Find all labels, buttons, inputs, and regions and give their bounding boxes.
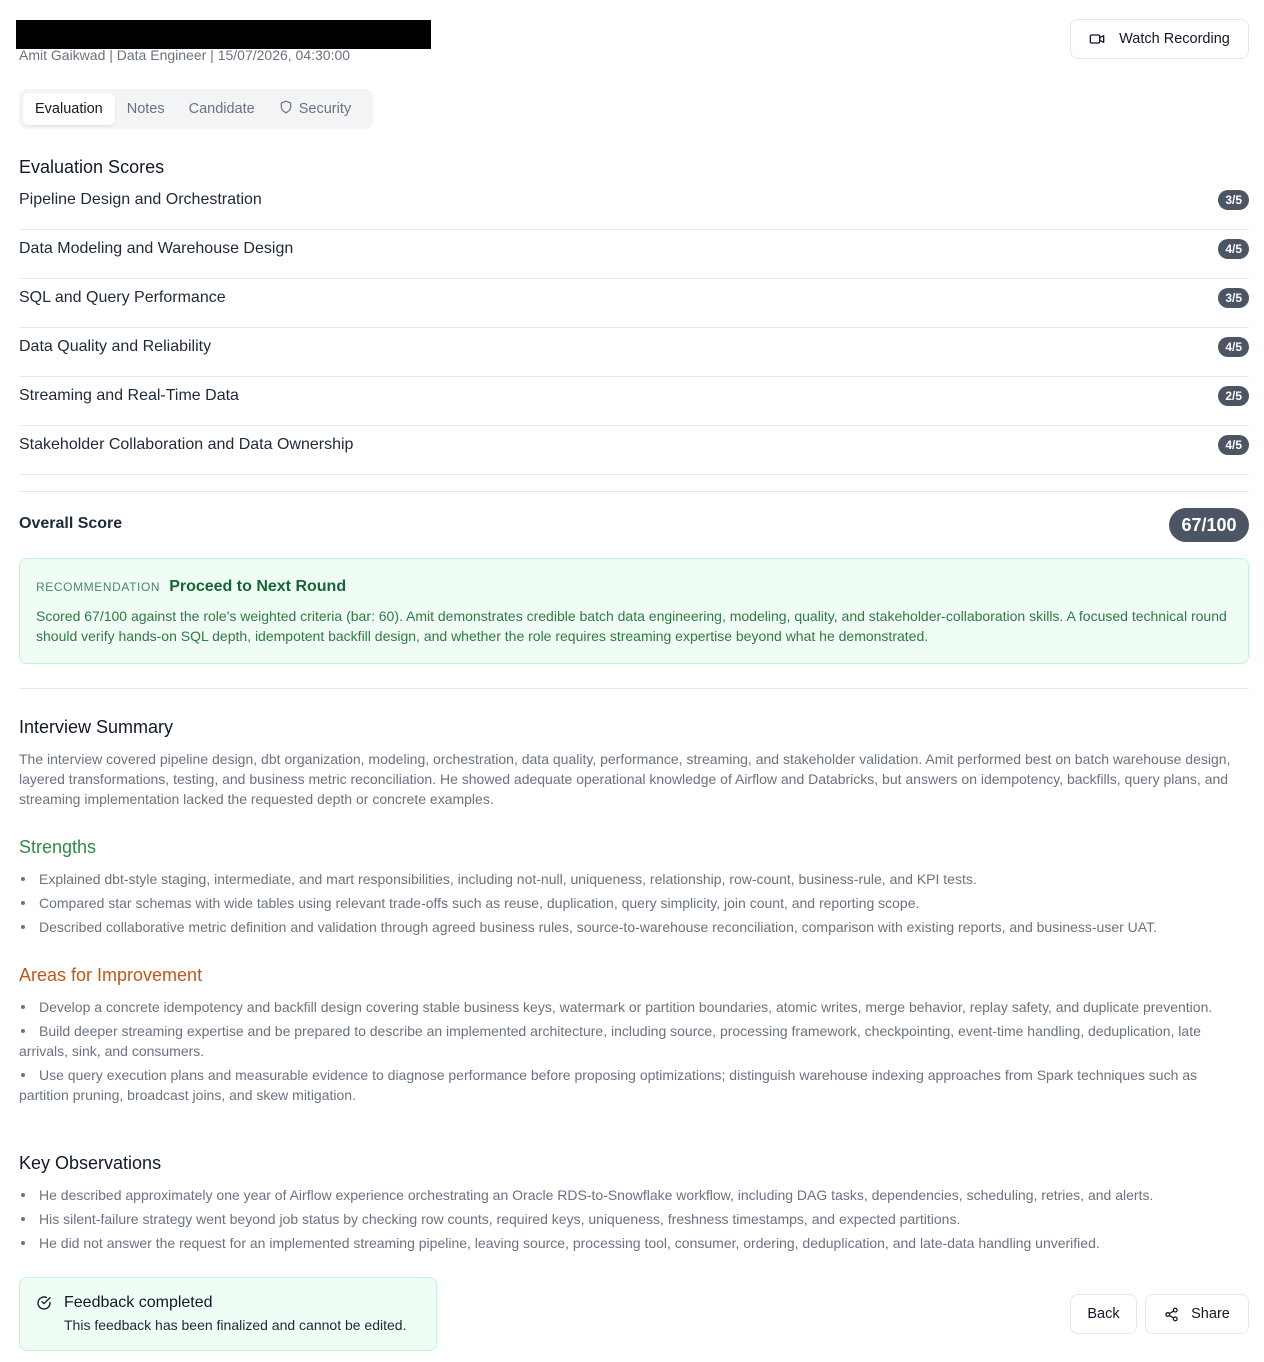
score-badge: 4/5	[1218, 239, 1249, 259]
feedback-status-panel	[19, 1277, 437, 1351]
score-row	[19, 279, 1249, 328]
recommendation-text: Scored 67/100 against the role's weighted criteria (bar: 60). Amit demonstrates credible batch data engineering, modeling, quality, and stakeholder-collaboration skills. A focused technical round should verify hands-on SQL depth, idempotent backfill design, and whether the role requires streaming expertise beyond what he demonstrated.	[36, 608, 1227, 644]
tab-label: Notes	[126, 101, 165, 117]
feedback-text: This feedback has been finalized and cannot be edited.	[64, 1317, 407, 1333]
redacted-title	[16, 20, 431, 49]
score-row	[19, 328, 1249, 377]
score-label: Stakeholder Collaboration and Data Ownership	[19, 436, 354, 453]
interview-meta: Amit Gaikwad | Data Engineer | 15/07/2026, 04:30:00	[19, 47, 351, 63]
overall-score-badge: 67/100	[1169, 508, 1249, 542]
share-button[interactable]	[1145, 1294, 1249, 1334]
observations-title: Key Observations	[19, 1153, 162, 1173]
score-label: SQL and Query Performance	[19, 289, 226, 306]
list-item: Described collaborative metric definition and validation through agreed business rules, source-to-warehouse reconciliation, comparison with existing reports, and business-user UAT.	[19, 917, 1249, 937]
list-item: His silent-failure strategy went beyond job status by checking row counts, required keys, uniqueness, freshness timestamps, and expected partitions.	[19, 1209, 1249, 1229]
tab-evaluation[interactable]	[23, 93, 115, 125]
divider	[19, 491, 1249, 492]
recommendation-tag: RECOMMENDATION	[36, 580, 161, 594]
list-item: Build deeper streaming expertise and be prepared to describe an implemented architecture, including source, processing framework, checkpointing, event-time handling, deduplication, late arrivals, sink, and consumers.	[19, 1021, 1249, 1061]
score-badge: 3/5	[1218, 288, 1249, 308]
score-label: Pipeline Design and Orchestration	[19, 191, 262, 208]
divider	[19, 688, 1249, 689]
tab-candidate[interactable]	[177, 93, 267, 125]
list-item: He did not answer the request for an implemented streaming pipeline, leaving source, processing tool, consumer, ordering, deduplication, and late-data handling unverified.	[19, 1233, 1249, 1253]
strengths-list	[19, 869, 1249, 941]
improvements-title: Areas for Improvement	[19, 965, 203, 985]
tab-notes[interactable]	[115, 93, 177, 125]
feedback-title: Feedback completed	[64, 1294, 213, 1311]
back-label: Back	[1087, 1306, 1120, 1322]
score-badge: 3/5	[1218, 190, 1249, 210]
score-row	[19, 426, 1249, 475]
watch-recording-button[interactable]	[1070, 19, 1249, 59]
score-label: Streaming and Real-Time Data	[19, 387, 239, 404]
list-item: Develop a concrete idempotency and backfill design covering stable business keys, watermark or partition boundaries, atomic writes, merge behavior, replay safety, and duplicate prevention.	[19, 997, 1249, 1017]
watch-recording-label: Watch Recording	[1119, 31, 1230, 47]
recommendation-title: Proceed to Next Round	[169, 578, 347, 595]
tab-bar	[19, 89, 373, 129]
score-label: Data Modeling and Warehouse Design	[19, 240, 294, 257]
summary-text: The interview covered pipeline design, dbt organization, modeling, orchestration, data quality, performance, streaming, and stakeholder validation. Amit performed best on batch warehouse design, layered transformations, testing, and business metric reconciliation. He showed adequate operational knowledge of Airflow and Databricks, but answers on idempotency, backfills, query plans, and streaming implementation lacked the requested depth or concrete examples.	[19, 751, 1231, 807]
score-label: Data Quality and Reliability	[19, 338, 212, 355]
strengths-title: Strengths	[19, 837, 97, 857]
share-label: Share	[1191, 1306, 1230, 1322]
list-item: Compared star schemas with wide tables using relevant trade-offs such as reuse, duplication, query simplicity, join count, and reporting scope.	[19, 893, 1249, 913]
summary-title: Interview Summary	[19, 717, 174, 737]
overall-score-label: Overall Score	[19, 515, 123, 532]
shield-icon	[279, 100, 293, 118]
list-item: Use query execution plans and measurable evidence to diagnose performance before proposing optimizations; distinguish warehouse indexing approaches from Spark techniques such as partition pruning, broadcast joins, and skew mitigation.	[19, 1065, 1249, 1105]
score-badge: 4/5	[1218, 435, 1249, 455]
tab-label: Evaluation	[35, 101, 103, 117]
improvements-list	[19, 997, 1249, 1109]
score-row	[19, 230, 1249, 279]
tab-security[interactable]	[267, 93, 363, 125]
list-item: Explained dbt-style staging, intermediate, and mart responsibilities, including not-null, uniqueness, relationship, row-count, business-rule, and KPI tests.	[19, 869, 1249, 889]
back-button[interactable]	[1070, 1294, 1137, 1334]
tab-label: Candidate	[188, 101, 255, 117]
share-icon	[1164, 1307, 1179, 1322]
recommendation-panel	[19, 558, 1249, 664]
score-badge: 4/5	[1218, 337, 1249, 357]
list-item: He described approximately one year of Airflow experience orchestrating an Oracle RDS-to-Snowflake workflow, including DAG tasks, dependencies, scheduling, retries, and alerts.	[19, 1185, 1249, 1205]
evaluation-title: Evaluation Scores	[19, 157, 165, 177]
check-circle-icon	[36, 1295, 52, 1335]
tab-label: Security	[298, 101, 352, 117]
score-badge: 2/5	[1218, 386, 1249, 406]
score-row	[19, 377, 1249, 426]
video-icon	[1089, 31, 1105, 47]
observations-list	[19, 1185, 1249, 1257]
score-list	[19, 181, 1249, 475]
score-row	[19, 181, 1249, 230]
